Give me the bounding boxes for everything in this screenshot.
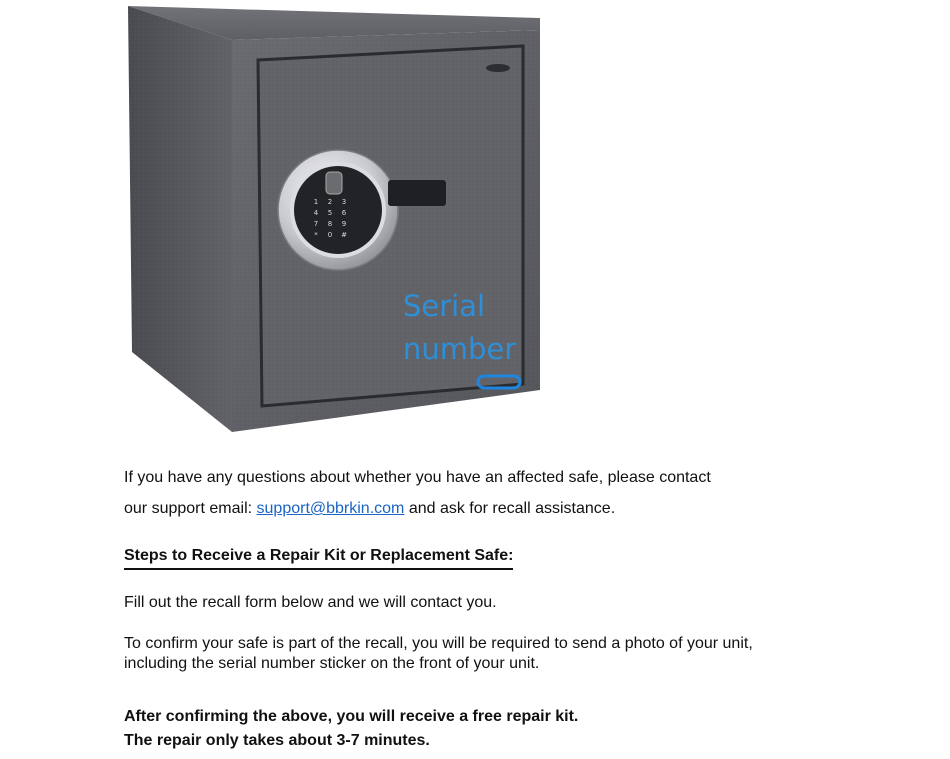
keypad-key: * — [314, 231, 318, 239]
safe-product-image — [120, 0, 560, 440]
keypad-key: 8 — [327, 220, 333, 228]
keypad-key: 0 — [327, 231, 333, 239]
keypad-key: 5 — [327, 209, 333, 217]
steps-heading: Steps to Receive a Repair Kit or Replacement Safe: — [124, 547, 513, 570]
keypad-key: 6 — [341, 209, 347, 217]
serial-number-label: Serial — [403, 289, 486, 323]
after-confirm-text: After confirming the above, you will receive a free repair kit. — [124, 708, 579, 725]
keypad-key: # — [341, 231, 347, 239]
fill-form-text: Fill out the recall form below and we will contact you. — [124, 594, 497, 611]
repair-kit-notice — [124, 705, 824, 753]
keypad-key: 4 — [313, 209, 319, 217]
support-email-link[interactable]: support@bbrkin.com — [256, 500, 405, 517]
fingerprint-sensor-icon — [326, 172, 342, 194]
confirm-instructions-text: To confirm your safe is part of the recall, you will be required to send a photo of your unit, including the serial number sticker on the front of your unit. — [124, 635, 753, 672]
intro-line-1: If you have any questions about whether you have an affected safe, please contact — [124, 469, 711, 486]
intro-line-2-prefix: our support email: — [124, 500, 257, 517]
serial-number-label-2: number — [403, 332, 517, 366]
intro-line-2-suffix: and ask for recall assistance. — [404, 500, 616, 517]
intro-paragraph — [124, 462, 824, 524]
keypad-lock — [278, 150, 398, 270]
keypad-key: 3 — [341, 198, 347, 206]
keypad-key: 1 — [313, 198, 319, 206]
repair-time-text: The repair only takes about 3-7 minutes. — [124, 732, 430, 749]
keypad-key: 2 — [327, 198, 333, 206]
display-window — [388, 180, 446, 206]
keypad-key: 7 — [313, 220, 319, 228]
safe-illustration — [120, 0, 560, 440]
keypad-key: 9 — [341, 220, 347, 228]
brand-logo-icon — [486, 64, 510, 72]
